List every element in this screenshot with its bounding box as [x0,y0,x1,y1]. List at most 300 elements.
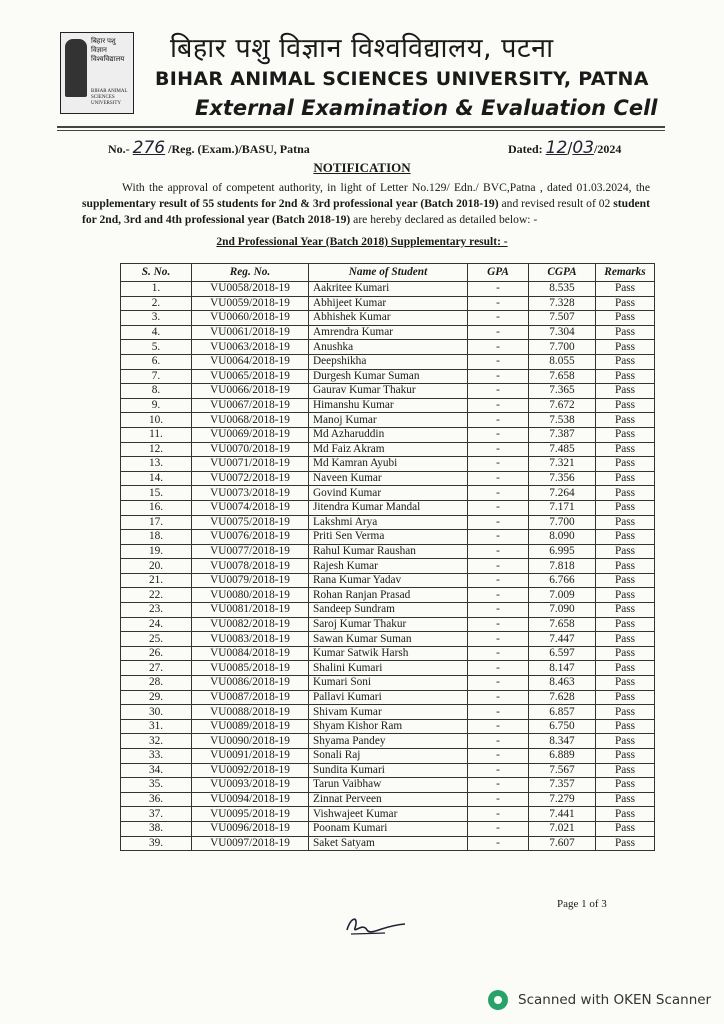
table-row [121,354,655,369]
scanner-watermark: Scanned with OKEN Scanner [488,990,711,1010]
cell-cgpa: 8.535 [529,282,596,297]
cell-name: Pallavi Kumari [309,690,468,705]
cell-name: Amrendra Kumar [309,325,468,340]
cell-cgpa: 7.700 [529,515,596,530]
cell-sno: 22. [121,588,192,603]
cell-remarks: Pass [596,471,655,486]
reference-number: No.- 276 /Reg. (Exam.)/BASU, Patna [108,138,310,158]
cell-remarks: Pass [596,836,655,851]
cell-name: Rohan Ranjan Prasad [309,588,468,603]
cell-name: Naveen Kumar [309,471,468,486]
col-gpa: GPA [468,264,529,282]
table-row [121,282,655,297]
table-row [121,413,655,428]
cell-sno: 31. [121,719,192,734]
cell-sno: 38. [121,821,192,836]
cell-remarks: Pass [596,486,655,501]
cell-cgpa: 7.441 [529,807,596,822]
cell-reg-no: VU0073/2018-19 [192,486,309,501]
cell-name: Saroj Kumar Thakur [309,617,468,632]
cell-remarks: Pass [596,807,655,822]
cell-name: Sandeep Sundram [309,603,468,618]
cell-sno: 32. [121,734,192,749]
table-row [121,457,655,472]
table-row [121,369,655,384]
cell-remarks: Pass [596,792,655,807]
table-row [121,427,655,442]
col-reg-no: Reg. No. [192,264,309,282]
cell-remarks: Pass [596,427,655,442]
cell-gpa: - [468,296,529,311]
cell-cgpa: 7.538 [529,413,596,428]
signature [341,912,411,940]
col-sno: S. No. [121,264,192,282]
table-row [121,836,655,851]
cell-sno: 36. [121,792,192,807]
cell-reg-no: VU0078/2018-19 [192,559,309,574]
cell-cgpa: 7.567 [529,763,596,778]
cell-gpa: - [468,427,529,442]
cell-cgpa: 7.356 [529,471,596,486]
cell-sno: 30. [121,705,192,720]
cell-remarks: Pass [596,719,655,734]
cell-name: Saket Satyam [309,836,468,851]
cell-sno: 19. [121,544,192,559]
cell-sno: 8. [121,384,192,399]
cell-sno: 25. [121,632,192,647]
cell-reg-no: VU0066/2018-19 [192,384,309,399]
cell-reg-no: VU0095/2018-19 [192,807,309,822]
cell-cgpa: 7.672 [529,398,596,413]
cell-sno: 24. [121,617,192,632]
table-row [121,719,655,734]
cell-reg-no: VU0071/2018-19 [192,457,309,472]
cell-gpa: - [468,792,529,807]
cell-gpa: - [468,282,529,297]
cell-remarks: Pass [596,354,655,369]
reference-number-value: 276 [132,138,166,158]
cell-gpa: - [468,559,529,574]
cell-name: Shyam Kishor Ram [309,719,468,734]
cell-cgpa: 7.628 [529,690,596,705]
cell-cgpa: 7.818 [529,559,596,574]
cell-gpa: - [468,778,529,793]
table-row [121,778,655,793]
table-row [121,705,655,720]
cell-gpa: - [468,632,529,647]
cell-gpa: - [468,617,529,632]
cell-name: External Examination & Evaluation Cell [195,96,658,120]
cell-name: Poonam Kumari [309,821,468,836]
cell-sno: 35. [121,778,192,793]
cell-gpa: - [468,836,529,851]
cell-cgpa: 7.387 [529,427,596,442]
cell-reg-no: VU0061/2018-19 [192,325,309,340]
cell-gpa: - [468,340,529,355]
cell-cgpa: 7.304 [529,325,596,340]
table-row [121,384,655,399]
cell-name: Himanshu Kumar [309,398,468,413]
table-row [121,603,655,618]
cell-sno: 9. [121,398,192,413]
table-row [121,530,655,545]
cell-reg-no: VU0096/2018-19 [192,821,309,836]
notification-date: Dated: 12/03/2024 [508,138,622,158]
table-header-row [121,264,655,282]
cell-remarks: Pass [596,325,655,340]
cell-gpa: - [468,646,529,661]
cell-reg-no: VU0059/2018-19 [192,296,309,311]
cell-gpa: - [468,500,529,515]
cell-reg-no: VU0065/2018-19 [192,369,309,384]
cell-reg-no: VU0093/2018-19 [192,778,309,793]
cell-cgpa: 7.021 [529,821,596,836]
cell-remarks: Pass [596,588,655,603]
table-row [121,573,655,588]
cell-reg-no: VU0067/2018-19 [192,398,309,413]
cell-gpa: - [468,544,529,559]
cell-remarks: Pass [596,573,655,588]
cell-remarks: Pass [596,749,655,764]
scanner-logo-icon [488,990,508,1010]
cell-reg-no: VU0084/2018-19 [192,646,309,661]
cell-remarks: Pass [596,500,655,515]
cell-gpa: - [468,369,529,384]
cell-gpa: - [468,515,529,530]
cell-remarks: Pass [596,661,655,676]
cell-sno: 28. [121,676,192,691]
cell-sno: 6. [121,354,192,369]
cell-name: Priti Sen Verma [309,530,468,545]
cell-reg-no: VU0090/2018-19 [192,734,309,749]
cell-sno: 27. [121,661,192,676]
cell-sno: 39. [121,836,192,851]
cell-reg-no: VU0070/2018-19 [192,442,309,457]
cell-cgpa: 6.857 [529,705,596,720]
cell-reg-no: VU0097/2018-19 [192,836,309,851]
cell-reg-no: VU0074/2018-19 [192,500,309,515]
cell-reg-no: VU0069/2018-19 [192,427,309,442]
cell-name: Tarun Vaibhaw [309,778,468,793]
cell-name: Kumari Soni [309,676,468,691]
cell-name: Md Kamran Ayubi [309,457,468,472]
cell-gpa: - [468,384,529,399]
cell-sno: 18. [121,530,192,545]
notification-heading: NOTIFICATION [313,160,411,175]
cell-cgpa: 7.279 [529,792,596,807]
table-row [121,311,655,326]
cell-reg-no: VU0081/2018-19 [192,603,309,618]
cell-gpa: - [468,442,529,457]
cell-cgpa: 7.357 [529,778,596,793]
cell-cgpa: 6.995 [529,544,596,559]
cell-gpa: - [468,413,529,428]
cell-reg-no: VU0077/2018-19 [192,544,309,559]
university-logo [60,32,134,114]
cell-cgpa: 7.507 [529,311,596,326]
cell-gpa: - [468,763,529,778]
cell-cgpa: 7.171 [529,500,596,515]
cell-remarks: Pass [596,457,655,472]
cell-name: Govind Kumar [309,486,468,501]
cell-name: Jitendra Kumar Mandal [309,500,468,515]
cell-sno: 3. [121,311,192,326]
cell-cgpa: 7.658 [529,617,596,632]
cell-name: Vishwajeet Kumar [309,807,468,822]
cell-sno: 12. [121,442,192,457]
cell-cgpa: 7.090 [529,603,596,618]
cell-sno: 20. [121,559,192,574]
cell-reg-no: VU0076/2018-19 [192,530,309,545]
cell-cgpa: 6.750 [529,719,596,734]
cell-remarks: Pass [596,734,655,749]
table-row [121,632,655,647]
cell-sno: 23. [121,603,192,618]
cell-gpa: - [468,734,529,749]
cell-sno: 1. [121,282,192,297]
cell-gpa: - [468,821,529,836]
cell-remarks: Pass [596,690,655,705]
table-row [121,661,655,676]
table-row [121,544,655,559]
cell-gpa: - [468,705,529,720]
cell-sno: 26. [121,646,192,661]
table-row [121,676,655,691]
cell-cgpa: 7.009 [529,588,596,603]
cell-name: Kumar Satwik Harsh [309,646,468,661]
table-row [121,471,655,486]
cell-remarks: Pass [596,763,655,778]
cell-cgpa: 8.463 [529,676,596,691]
table-row [121,340,655,355]
cell-gpa: - [468,471,529,486]
cell-reg-no: VU0082/2018-19 [192,617,309,632]
cell-gpa: - [468,573,529,588]
col-remarks: Remarks [596,264,655,282]
cell-cgpa: 7.700 [529,340,596,355]
cell-gpa: - [468,807,529,822]
cell-cgpa: 7.365 [529,384,596,399]
cell-name: Lakshmi Arya [309,515,468,530]
cell-name: Rajesh Kumar [309,559,468,574]
logo-caption: BIHAR ANIMAL SCIENCES UNIVERSITY [91,89,128,106]
table-row [121,617,655,632]
cell-gpa: - [468,690,529,705]
result-table [120,263,655,851]
table-row [121,398,655,413]
cell-cgpa: 7.328 [529,296,596,311]
cell-remarks: Pass [596,311,655,326]
table-row [121,500,655,515]
table-row [121,807,655,822]
cell-gpa: - [468,311,529,326]
university-title-hindi: बिहार पशु विज्ञान विश्वविद्यालय, पटना [170,33,554,64]
cell-name: Sonali Raj [309,749,468,764]
cell-remarks: Pass [596,603,655,618]
cell-cgpa: 8.347 [529,734,596,749]
cell-reg-no: VU0068/2018-19 [192,413,309,428]
cell-cgpa: 7.321 [529,457,596,472]
cell-gpa: - [468,588,529,603]
cell-remarks: Pass [596,340,655,355]
cell-gpa: - [468,719,529,734]
header-divider [57,126,665,128]
cell-sno: 15. [121,486,192,501]
table-row [121,792,655,807]
table-row [121,734,655,749]
table-row [121,690,655,705]
table-row [121,515,655,530]
cell-reg-no: VU0089/2018-19 [192,719,309,734]
cell-sno: 37. [121,807,192,822]
emblem-icon [65,39,87,97]
header-divider-thin [57,130,665,131]
cell-sno: 34. [121,763,192,778]
cell-remarks: Pass [596,559,655,574]
col-cgpa: CGPA [529,264,596,282]
cell-reg-no: VU0072/2018-19 [192,471,309,486]
cell-reg-no: VU0094/2018-19 [192,792,309,807]
cell-cgpa: 7.658 [529,369,596,384]
table-row [121,763,655,778]
table-row [121,325,655,340]
cell-reg-no: VU0087/2018-19 [192,690,309,705]
cell-name: Md Faiz Akram [309,442,468,457]
cell-reg-no: VU0086/2018-19 [192,676,309,691]
notification-body: With the approval of competent authority, in light of Letter No.129/ Edn./ BVC,Patna , dated 01.03.2024, the supplementary result of 55 students for 2nd & 3rd professional year (Batch 2018-19) and revised result of 02 student for 2nd, 3rd and 4th professional year (Batch 2018-19) are hereby declared as detailed below: - [82,181,650,226]
cell-remarks: Pass [596,632,655,647]
cell-gpa: - [468,398,529,413]
cell-sno: 14. [121,471,192,486]
cell-name: Shalini Kumari [309,661,468,676]
cell-remarks: Pass [596,384,655,399]
cell-cgpa: 6.597 [529,646,596,661]
logo-text: बिहार पशु विज्ञान विश्वविद्यालय [91,37,125,63]
cell-name: Gaurav Kumar Thakur [309,384,468,399]
cell-sno: 29. [121,690,192,705]
cell-name: Aakritee Kumari [309,282,468,297]
cell-name: Deepshikha [309,354,468,369]
cell-cgpa: 8.147 [529,661,596,676]
table-row [121,559,655,574]
cell-sno: 4. [121,325,192,340]
cell-sno: 16. [121,500,192,515]
cell-name: Shivam Kumar [309,705,468,720]
cell-remarks: Pass [596,676,655,691]
cell-cgpa: 7.607 [529,836,596,851]
cell-remarks: Pass [596,544,655,559]
cell-cgpa: 6.889 [529,749,596,764]
cell-remarks: Pass [596,778,655,793]
cell-name: Shyama Pandey [309,734,468,749]
cell-remarks: Pass [596,617,655,632]
cell-reg-no: VU0091/2018-19 [192,749,309,764]
cell-name: Md Azharuddin [309,427,468,442]
cell-name: Zinnat Perveen [309,792,468,807]
cell-remarks: Pass [596,413,655,428]
table-row [121,442,655,457]
cell-cgpa: 8.090 [529,530,596,545]
cell-reg-no: VU0085/2018-19 [192,661,309,676]
cell-remarks: Pass [596,705,655,720]
cell-gpa: - [468,354,529,369]
cell-reg-no: VU0083/2018-19 [192,632,309,647]
cell-sno: 2. [121,296,192,311]
cell-remarks: Pass [596,646,655,661]
cell-reg-no: VU0075/2018-19 [192,515,309,530]
cell-cgpa: 6.766 [529,573,596,588]
cell-gpa: - [468,749,529,764]
cell-remarks: Pass [596,296,655,311]
cell-remarks: Pass [596,442,655,457]
cell-remarks: Pass [596,282,655,297]
cell-gpa: - [468,486,529,501]
cell-gpa: - [468,676,529,691]
table-row [121,749,655,764]
cell-cgpa: 7.447 [529,632,596,647]
cell-sno: 11. [121,427,192,442]
cell-sno: 7. [121,369,192,384]
cell-reg-no: VU0060/2018-19 [192,311,309,326]
cell-name: Abhijeet Kumar [309,296,468,311]
cell-reg-no: VU0080/2018-19 [192,588,309,603]
table-row [121,821,655,836]
cell-name: Sundita Kumari [309,763,468,778]
col-name: Name of Student [309,264,468,282]
university-title-english: BIHAR ANIMAL SCIENCES UNIVERSITY, PATNA [155,68,649,90]
cell-name: Durgesh Kumar Suman [309,369,468,384]
cell-gpa: - [468,603,529,618]
cell-sno: 10. [121,413,192,428]
cell-remarks: Pass [596,369,655,384]
table-row [121,588,655,603]
cell-gpa: - [468,530,529,545]
cell-cgpa: 7.264 [529,486,596,501]
cell-reg-no: VU0058/2018-19 [192,282,309,297]
cell-name: Abhishek Kumar [309,311,468,326]
cell-remarks: Pass [596,821,655,836]
cell-remarks: Pass [596,515,655,530]
cell-sno: 17. [121,515,192,530]
cell-remarks: Pass [596,398,655,413]
table-row [121,486,655,501]
cell-reg-no: VU0064/2018-19 [192,354,309,369]
cell-reg-no: VU0079/2018-19 [192,573,309,588]
cell-cgpa: 7.485 [529,442,596,457]
result-subheading: 2nd Professional Year (Batch 2018) Supplementary result: - [216,236,508,248]
cell-reg-no: VU0092/2018-19 [192,763,309,778]
table-row [121,646,655,661]
cell-sno: 33. [121,749,192,764]
cell-reg-no: VU0063/2018-19 [192,340,309,355]
cell-gpa: - [468,457,529,472]
cell-sno: 13. [121,457,192,472]
table-row [121,296,655,311]
cell-name: Rahul Kumar Raushan [309,544,468,559]
cell-name: Anushka [309,340,468,355]
page-number: Page 1 of 3 [557,898,607,910]
cell-sno: 5. [121,340,192,355]
cell-remarks: Pass [596,530,655,545]
cell-gpa: - [468,661,529,676]
cell-name: Manoj Kumar [309,413,468,428]
cell-gpa: - [468,325,529,340]
cell-cgpa: 8.055 [529,354,596,369]
cell-name: Sawan Kumar Suman [309,632,468,647]
cell-reg-no: VU0088/2018-19 [192,705,309,720]
cell-name: Rana Kumar Yadav [309,573,468,588]
cell-sno: 21. [121,573,192,588]
